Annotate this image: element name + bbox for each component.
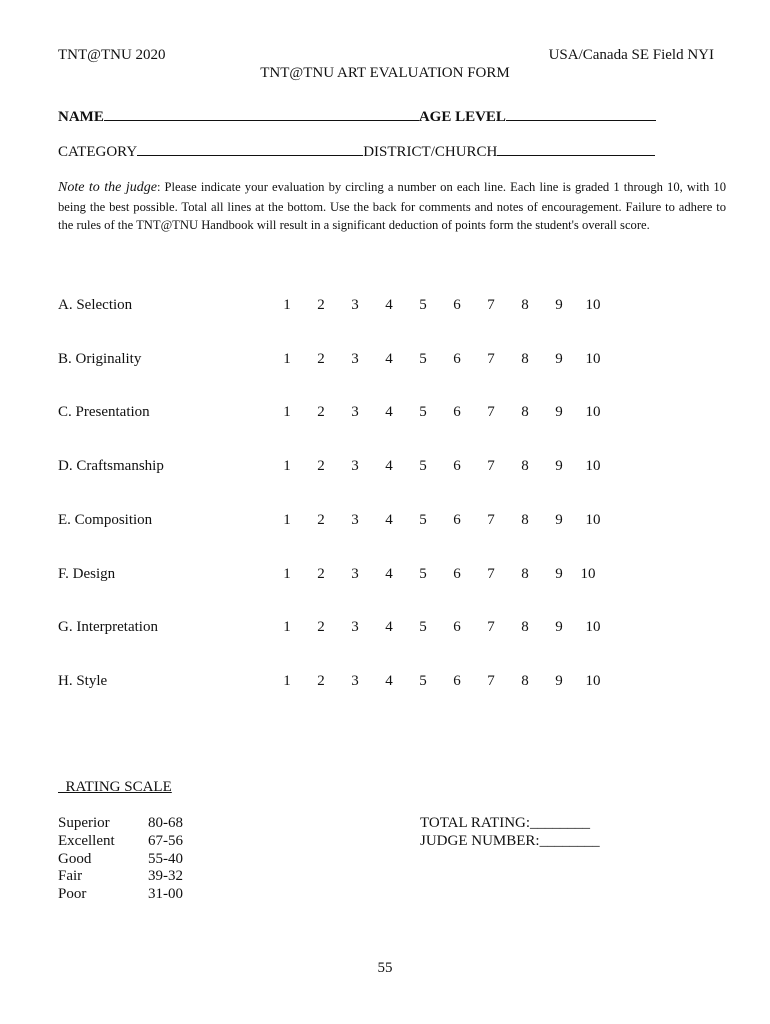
criterion-label: A. Selection [58,297,133,313]
score-option[interactable]: 6 [453,350,461,367]
score-option[interactable]: 7 [487,619,495,636]
judge-note [58,178,726,235]
score-option[interactable]: 10 [585,672,601,689]
score-option[interactable]: 9 [555,297,563,313]
score-option[interactable]: 1 [283,619,291,636]
header-right: USA/Canada SE Field NYI [548,47,714,63]
score-option[interactable]: 10 [585,350,601,367]
score-option[interactable]: 7 [487,672,495,689]
score-option[interactable]: 10 [585,619,601,636]
score-option[interactable]: 7 [487,297,495,313]
judge-note-text: : Please indicate your evaluation by circling a number on each line. Each line is graded 1 through 10, with 10 being the best possible. Total all lines at the bottom. Use the back for comments and notes of encouragement. Failure to adhere to the rules of the TNT@TNU Handbook will result in a significant deduction of points form the student's overall score. [58,180,726,232]
score-option[interactable]: 3 [351,297,359,313]
rating-scale-range: 31-00 [148,886,183,903]
score-option[interactable]: 8 [521,511,529,528]
score-option[interactable]: 4 [385,565,393,582]
criterion-label: E. Composition [58,511,153,528]
rating-scale-range: 80-68 [148,815,183,831]
name-field[interactable] [104,106,419,121]
score-option[interactable]: 8 [521,404,529,421]
score-option[interactable]: 3 [351,565,359,582]
age-level-label: AGE LEVEL [418,109,506,125]
total-rating[interactable]: TOTAL RATING:________ [420,815,591,831]
score-option[interactable]: 10 [585,511,601,528]
score-option[interactable]: 3 [351,458,359,475]
score-option[interactable]: 5 [419,404,427,421]
score-option[interactable]: 6 [453,297,461,313]
score-option[interactable]: 9 [555,404,563,421]
score-option[interactable]: 2 [317,511,325,528]
score-option[interactable]: 1 [283,297,291,313]
score-option[interactable]: 2 [317,672,325,689]
score-option[interactable]: 2 [317,565,325,582]
score-option[interactable]: 8 [521,619,529,636]
score-option[interactable]: 4 [385,511,393,528]
score-option[interactable]: 8 [521,672,529,689]
score-option[interactable]: 7 [487,458,495,475]
page-title: TNT@TNU ART EVALUATION FORM [260,65,510,81]
score-option[interactable]: 9 [555,672,563,689]
rating-scale-label: Superior [58,815,110,831]
score-option[interactable]: 3 [351,511,359,528]
score-option[interactable]: 8 [521,458,529,475]
score-option[interactable]: 7 [487,565,495,582]
score-option[interactable]: 4 [385,297,393,313]
rating-scale-range: 67-56 [148,832,183,849]
rating-scale-range: 55-40 [148,850,183,867]
score-option[interactable]: 1 [283,458,291,475]
score-option[interactable]: 5 [419,672,427,689]
score-option[interactable]: 2 [317,297,325,313]
score-option[interactable]: 8 [521,350,529,367]
score-option[interactable]: 3 [351,350,359,367]
score-option[interactable]: 2 [317,404,325,421]
name-field-row [58,106,656,126]
score-option[interactable]: 10 [580,565,596,582]
rating-scale-label: Poor [58,886,87,903]
score-option[interactable]: 4 [385,672,393,689]
score-option[interactable]: 4 [385,458,393,475]
judge-number[interactable]: JUDGE NUMBER:________ [420,833,600,849]
score-option[interactable]: 5 [419,619,427,636]
rating-scale-range: 39-32 [148,868,183,885]
score-option[interactable]: 1 [283,565,291,582]
score-option[interactable]: 3 [351,619,359,636]
score-option[interactable]: 6 [453,404,461,421]
score-option[interactable]: 9 [555,350,563,367]
criterion-label: H. Style [58,672,108,689]
score-option[interactable]: 5 [419,565,427,582]
score-option[interactable]: 5 [419,350,427,367]
score-option[interactable]: 9 [555,511,563,528]
score-option[interactable]: 3 [351,404,359,421]
score-option[interactable]: 8 [521,565,529,582]
score-option[interactable]: 4 [385,350,393,367]
score-option[interactable]: 2 [317,350,325,367]
score-option[interactable]: 6 [453,619,461,636]
rating-scale-label: Fair [58,868,83,885]
score-option[interactable]: 1 [283,672,291,689]
name-label: NAME [58,109,104,125]
score-option[interactable]: 2 [317,619,325,636]
score-option[interactable]: 6 [453,672,461,689]
criterion-label: B. Originality [58,350,142,367]
score-option[interactable]: 9 [555,565,563,582]
criterion-label: D. Craftsmanship [58,458,164,475]
score-option[interactable]: 2 [317,458,325,475]
criterion-label: F. Design [58,565,116,582]
score-option[interactable]: 10 [585,297,601,313]
age-level-field[interactable] [506,106,656,121]
score-option[interactable]: 1 [283,511,291,528]
score-option[interactable]: 7 [487,511,495,528]
rating-scale-title: RATING SCALE [58,779,172,795]
category-label: CATEGORY [58,144,138,160]
score-option[interactable]: 5 [419,458,427,475]
judge-note-lead: Note to the judge [58,180,157,195]
score-option[interactable]: 5 [419,511,427,528]
category-field-row [58,141,655,161]
page-number: 55 [377,960,393,976]
score-option[interactable]: 5 [419,297,427,313]
criterion-label: C. Presentation [58,404,150,421]
score-option[interactable]: 10 [585,458,601,475]
score-option[interactable]: 9 [555,458,563,475]
criterion-label: G. Interpretation [58,619,158,636]
score-option[interactable]: 6 [453,565,461,582]
score-option[interactable]: 3 [351,672,359,689]
score-option[interactable]: 7 [487,350,495,367]
score-option[interactable]: 10 [585,404,601,421]
score-option[interactable]: 6 [453,511,461,528]
score-option[interactable]: 1 [283,350,291,367]
district-church-label: DISTRICT/CHURCH [363,144,498,160]
category-field[interactable] [137,141,363,156]
score-option[interactable]: 1 [283,404,291,421]
score-option[interactable]: 4 [385,404,393,421]
score-option[interactable]: 6 [453,458,461,475]
score-option[interactable]: 4 [385,619,393,636]
score-option[interactable]: 9 [555,619,563,636]
rating-scale-label: Excellent [58,832,115,849]
rating-scale-label: Good [58,850,92,867]
score-option[interactable]: 7 [487,404,495,421]
header-left: TNT@TNU 2020 [58,47,166,63]
score-option[interactable]: 8 [521,297,529,313]
district-church-field[interactable] [497,141,655,156]
